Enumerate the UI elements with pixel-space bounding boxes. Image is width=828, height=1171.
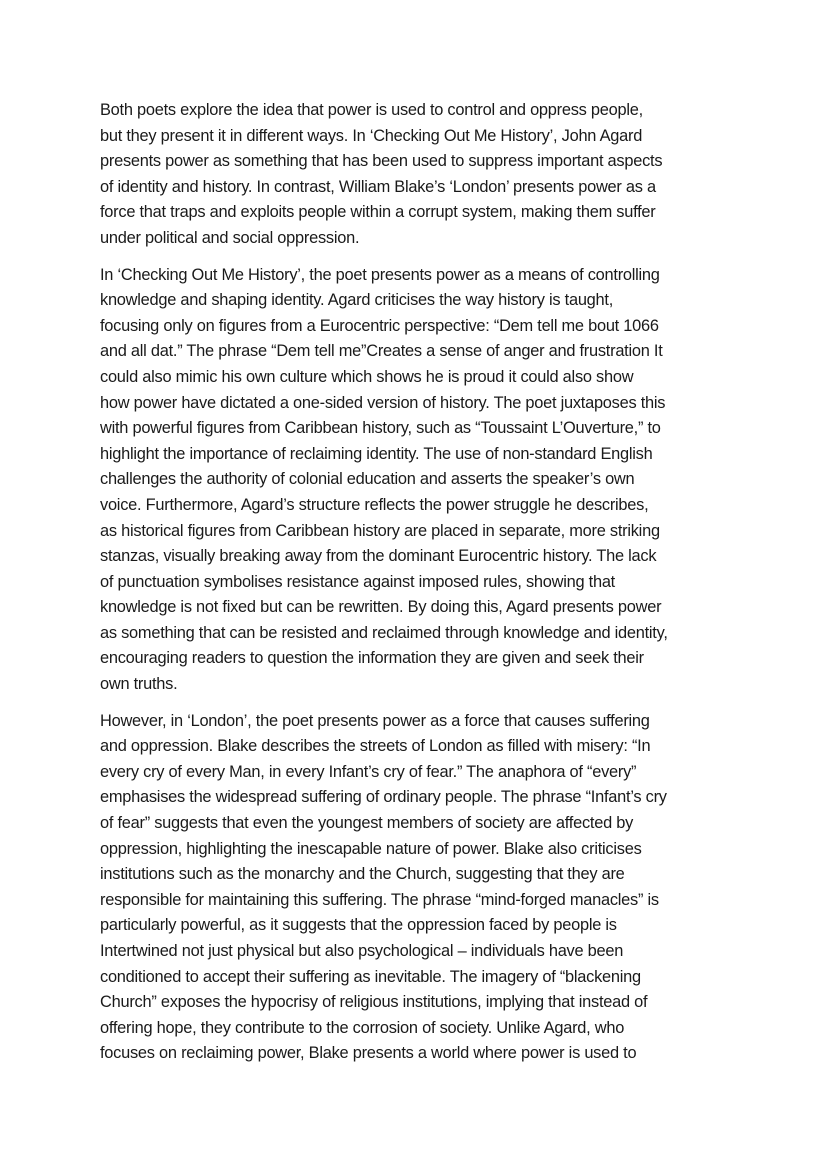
text-line: Church” exposes the hypocrisy of religious institutions, implying that instead of <box>100 993 648 1012</box>
text-line: presents power as something that has been used to suppress important aspects <box>100 152 663 171</box>
document-page <box>100 98 740 1078</box>
text-line: However, in ‘London’, the poet presents power as a force that causes suffering <box>100 711 650 730</box>
text-line: In ‘Checking Out Me History’, the poet presents power as a means of controlling <box>100 265 660 284</box>
text-line: institutions such as the monarchy and the Church, suggesting that they are <box>100 865 625 884</box>
text-line: own truths. <box>100 675 178 694</box>
text-line: oppression, highlighting the inescapable nature of power. Blake also criticises <box>100 839 642 858</box>
text-line: knowledge is not fixed but can be rewritten. By doing this, Agard presents power <box>100 598 662 617</box>
text-line: and oppression. Blake describes the streets of London as filled with misery: “In <box>100 737 651 756</box>
text-line: as historical figures from Caribbean history are placed in separate, more striking <box>100 521 660 540</box>
text-line: focuses on reclaiming power, Blake presents a world where power is used to <box>100 1044 637 1063</box>
text-line: every cry of every Man, in every Infant’s cry of fear.” The anaphora of “every” <box>100 762 637 781</box>
text-line: focusing only on figures from a Eurocentric perspective: “Dem tell me bout 1066 <box>100 316 659 335</box>
paragraph-blake-analysis <box>100 709 740 1067</box>
text-line: offering hope, they contribute to the corrosion of society. Unlike Agard, who <box>100 1018 625 1037</box>
text-line: conditioned to accept their suffering as inevitable. The imagery of “blackening <box>100 967 641 986</box>
text-line: but they present it in different ways. In ‘Checking Out Me History’, John Agard <box>100 126 643 145</box>
text-line: as something that can be resisted and reclaimed through knowledge and identity, <box>100 623 668 642</box>
text-line: emphasises the widespread suffering of ordinary people. The phrase “Infant’s cry <box>100 788 667 807</box>
text-line: knowledge and shaping identity. Agard criticises the way history is taught, <box>100 291 614 310</box>
paragraph-agard-analysis <box>100 263 740 698</box>
text-line: could also mimic his own culture which shows he is proud it could also show <box>100 367 634 386</box>
text-line: particularly powerful, as it suggests that the oppression faced by people is <box>100 916 617 935</box>
text-line: force that traps and exploits people within a corrupt system, making them suffer <box>100 203 656 222</box>
text-line: of fear” suggests that even the youngest members of society are affected by <box>100 814 634 833</box>
text-line: Both poets explore the idea that power is used to control and oppress people, <box>100 101 643 119</box>
text-line: highlight the importance of reclaiming identity. The use of non-standard English <box>100 444 653 463</box>
text-line: with powerful figures from Caribbean history, such as “Toussaint L’Ouverture,” to <box>100 419 661 438</box>
text-line: and all dat.” The phrase “Dem tell me”Creates a sense of anger and frustration It <box>100 342 663 361</box>
text-line: encouraging readers to question the information they are given and seek their <box>100 649 644 668</box>
text-line: how power have dictated a one-sided version of history. The poet juxtaposes this <box>100 393 666 412</box>
text-line: of punctuation symbolises resistance against imposed rules, showing that <box>100 572 615 591</box>
text-line: challenges the authority of colonial education and asserts the speaker’s own <box>100 470 635 489</box>
text-line: voice. Furthermore, Agard’s structure reflects the power struggle he describes, <box>100 495 649 514</box>
text-line: Intertwined not just physical but also psychological – individuals have been <box>100 942 624 960</box>
text-line: stanzas, visually breaking away from the dominant Eurocentric history. The lack <box>100 547 657 566</box>
text-line: under political and social oppression. <box>100 228 360 247</box>
text-line: responsible for maintaining this suffering. The phrase “mind-forged manacles” is <box>100 890 659 909</box>
paragraph-introduction <box>100 98 740 252</box>
text-line: of identity and history. In contrast, William Blake’s ‘London’ presents power as a <box>100 177 656 196</box>
